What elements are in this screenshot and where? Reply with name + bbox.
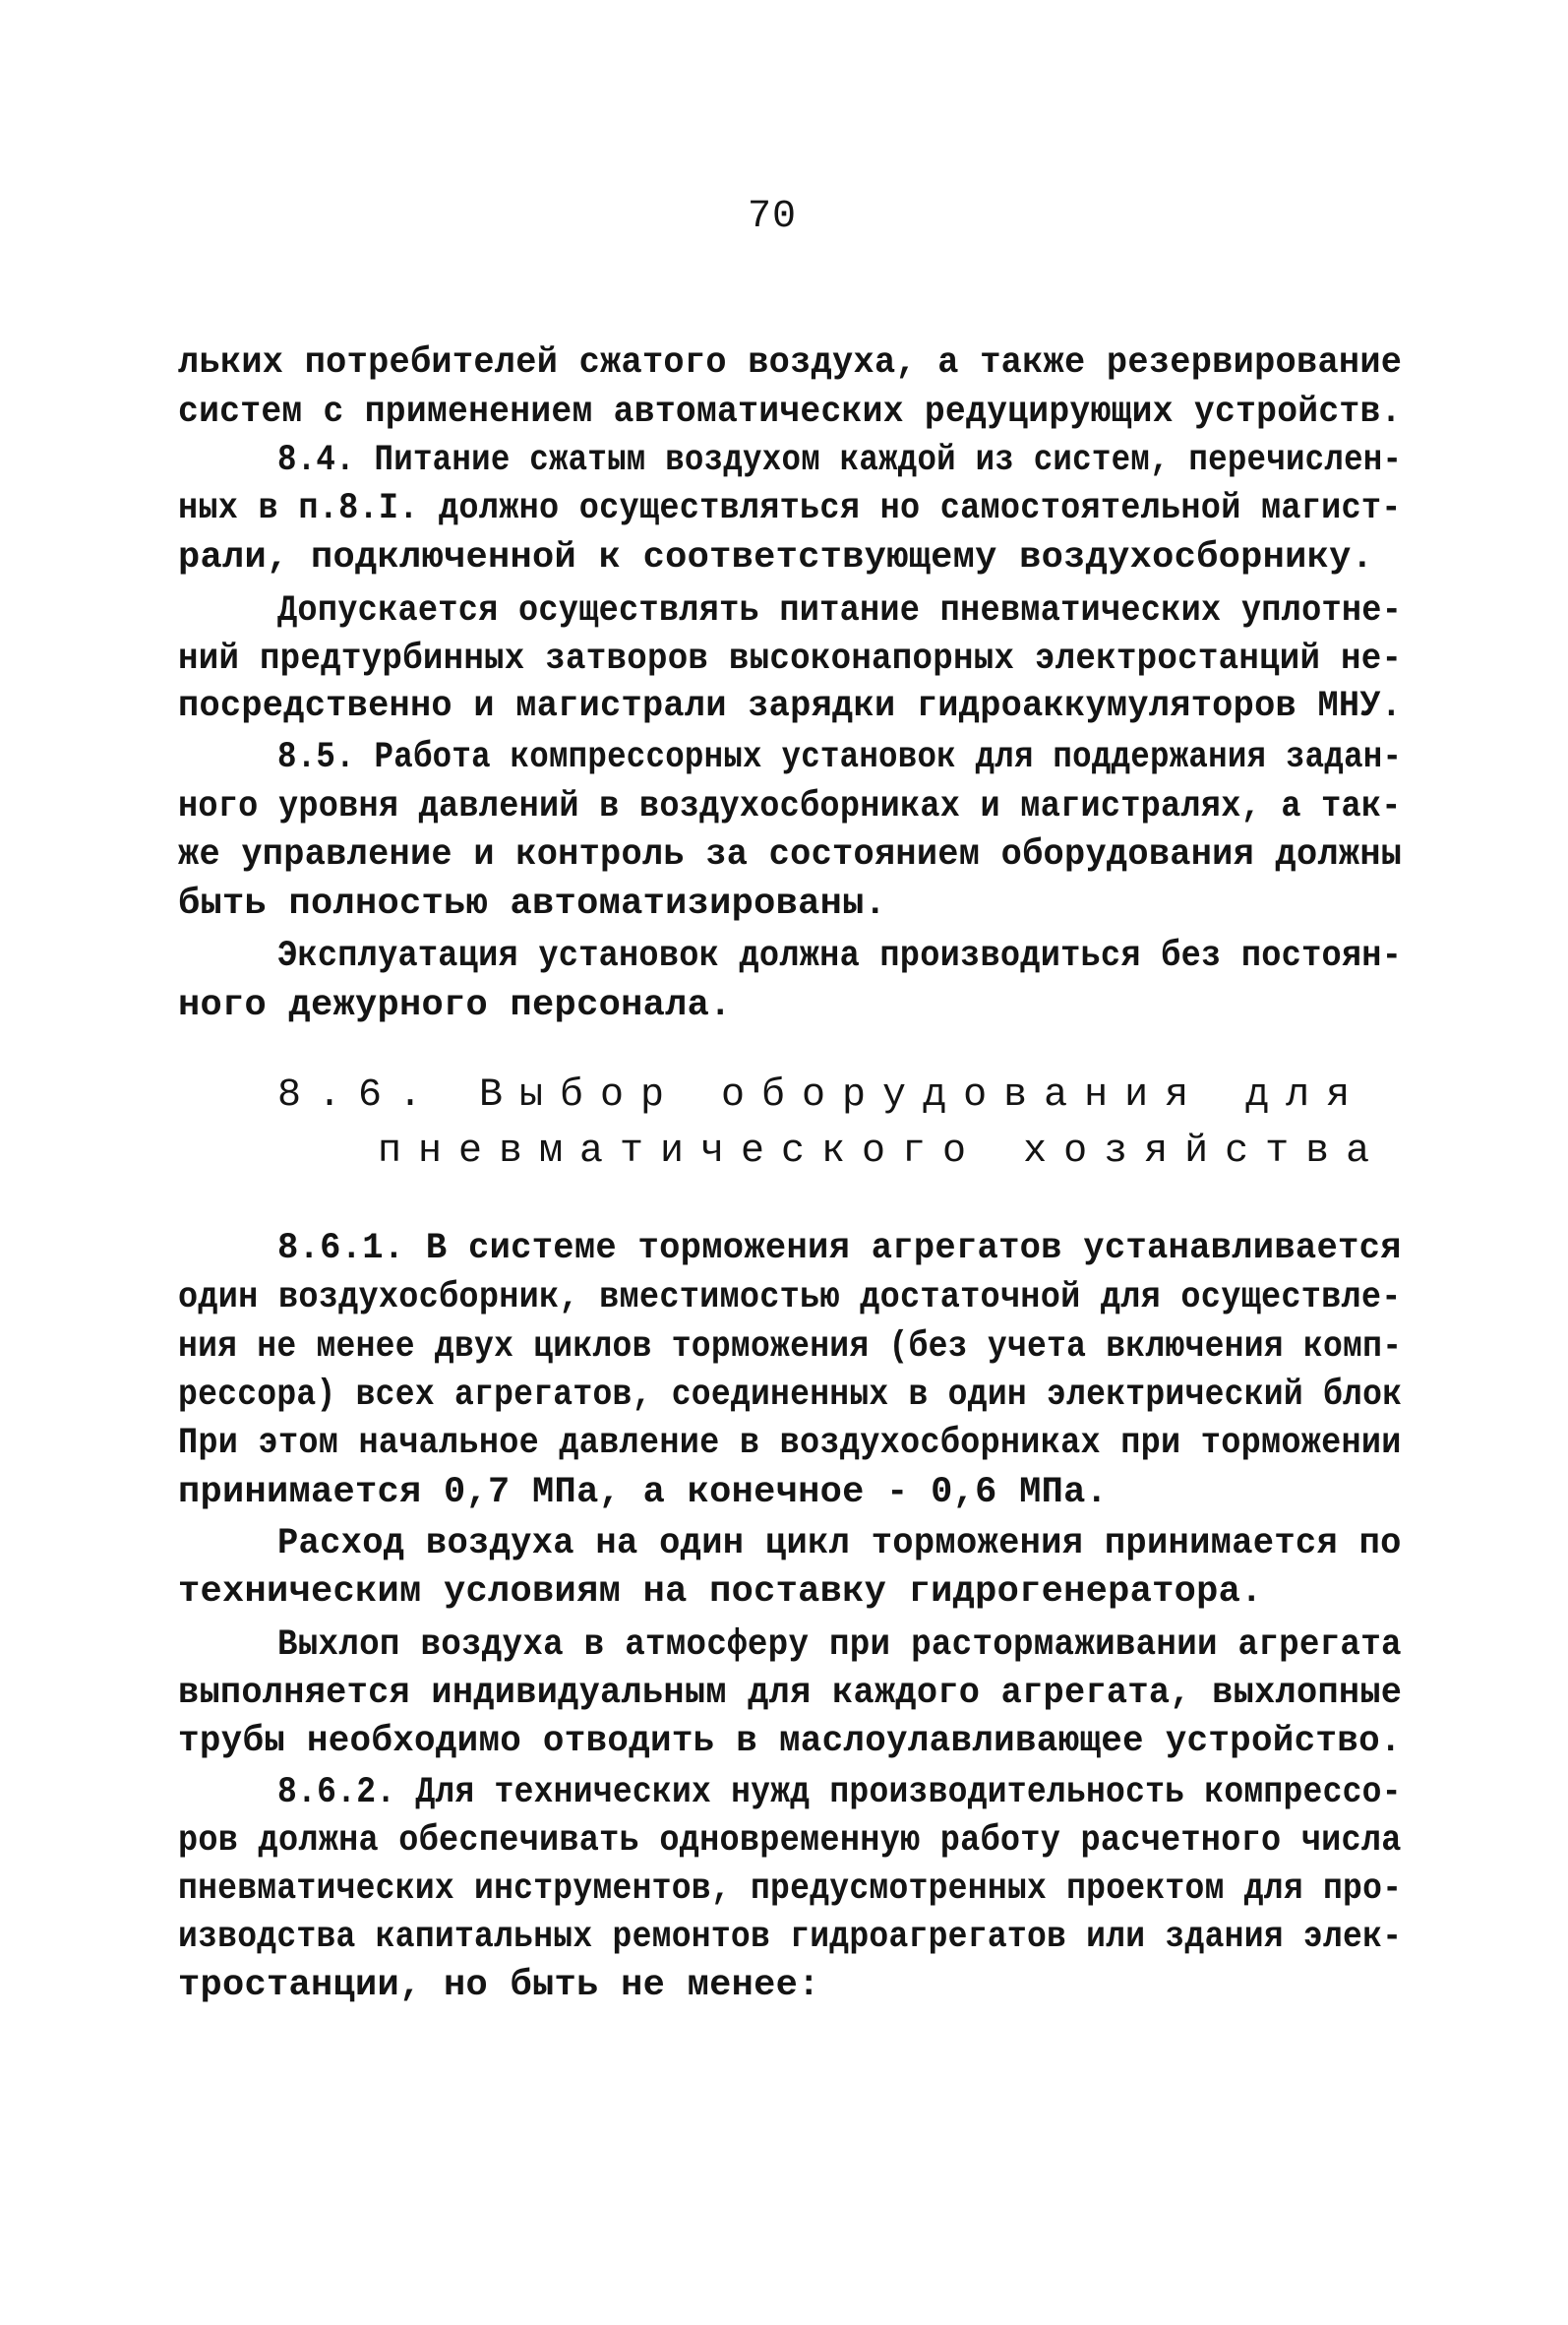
text-line: рессора) всех агрегатов, соединенных в один электрический блок — [178, 1375, 1403, 1416]
text-line: льких потребителей сжатого воздуха, а также резервирование — [178, 342, 1403, 384]
text-line: техническим условиям на поставку гидрогенератора. — [178, 1571, 1263, 1613]
text-line: Выхлоп воздуха в атмосферу при растормаживании агрегата — [277, 1624, 1402, 1666]
text-line: 8.6.2. Для технических нужд производительность компрессо- — [277, 1772, 1402, 1813]
section-heading-line-1: 8.6. Выбор оборудования для — [277, 1073, 1367, 1118]
text-line: При этом начальное давление в воздухосборниках при торможении — [178, 1423, 1402, 1464]
text-line: ров должна обеспечивать одновременную работу расчетного числа — [178, 1820, 1402, 1862]
text-line: же управление и контроль за состоянием оборудования должны — [178, 834, 1403, 876]
text-line: ных в п.8.I. должно осуществляться но самостоятельной магист- — [178, 488, 1402, 529]
text-line: ного уровня давлений в воздухосборниках и магистралях, а так- — [178, 786, 1402, 827]
text-line: Эксплуатация установок должна производиться без постоян- — [277, 936, 1403, 977]
section-heading-line-2: пневматического хозяйства — [378, 1130, 1387, 1174]
text-line: рали, подключенной к соответствующему воздухосборнику. — [178, 537, 1374, 579]
text-line: быть полностью автоматизированы. — [178, 884, 887, 925]
text-line: 8.4. Питание сжатым воздухом каждой из систем, перечислен- — [277, 440, 1403, 481]
text-line: Допускается осуществлять питание пневматических уплотне- — [277, 590, 1403, 632]
text-line: Расход воздуха на один цикл торможения принимается по — [277, 1523, 1402, 1564]
text-line: выполняется индивидуальным для каждого агрегата, выхлопные — [178, 1673, 1403, 1714]
text-line: изводства капитальных ремонтов гидроагрегатов или здания элек- — [178, 1917, 1403, 1958]
text-line: принимается 0,7 МПа, а конечное - 0,6 МПа. — [178, 1472, 1109, 1513]
text-line: 8.5. Работа компрессорных установок для поддержания задан- — [277, 737, 1403, 778]
text-line: ния не менее двух циклов торможения (без учета включения комп- — [178, 1326, 1403, 1368]
text-line: ного дежурного персонала. — [178, 985, 732, 1026]
page-number: 70 — [748, 195, 798, 239]
text-line: один воздухосборник, вместимостью достаточной для осуществле- — [178, 1277, 1402, 1318]
text-line: 8.6.1. В системе торможения агрегатов устанавливается — [277, 1228, 1402, 1269]
text-line: ний предтурбинных затворов высоконапорных электростанций не- — [178, 639, 1403, 680]
text-line: тростанции, но быть не менее: — [178, 1965, 820, 2006]
text-line: пневматических инструментов, предусмотренных проектом для про- — [178, 1868, 1403, 1910]
text-line: посредственно и магистрали зарядки гидроаккумуляторов МНУ. — [178, 686, 1403, 727]
text-line: трубы необходимо отводить в маслоулавливающее устройство. — [178, 1721, 1402, 1762]
text-line: систем с применением автоматических редуцирующих устройств. — [178, 392, 1402, 433]
